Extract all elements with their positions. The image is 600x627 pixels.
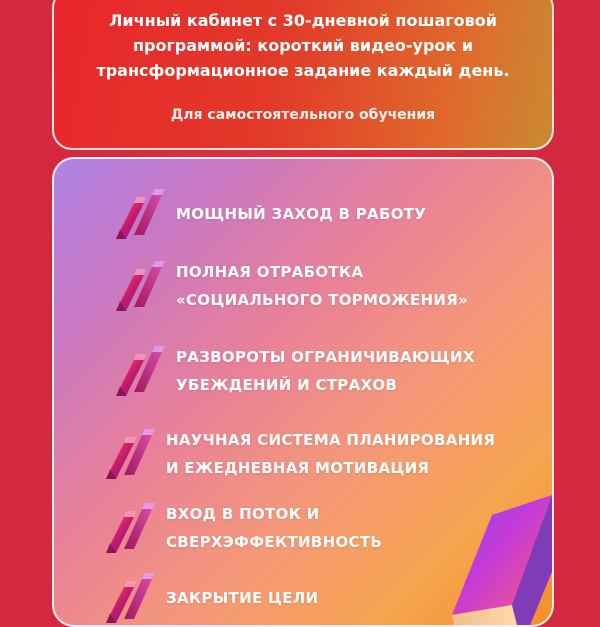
double-slash-icon	[112, 185, 170, 243]
self-study-note: Для самостоятельного обучения	[170, 107, 436, 123]
double-slash-icon	[102, 569, 160, 627]
feature-label: ПОЛНАЯ ОТРАБОТКА «СОЦИАЛЬНОГО ТОРМОЖЕНИЯ»	[176, 263, 469, 309]
feature-item-5	[102, 499, 382, 557]
feature-label: РАЗВОРОТЫ ОГРАНИЧИВАЮЩИХ УБЕЖДЕНИЙ И СТРАХОВ	[176, 348, 475, 394]
feature-item-2	[112, 257, 468, 315]
feature-label: МОЩНЫЙ ЗАХОД В РАБОТУ	[176, 205, 427, 223]
program-info-card	[52, 0, 554, 150]
feature-item-1	[112, 185, 426, 243]
double-slash-icon	[102, 499, 160, 557]
features-card	[52, 157, 554, 627]
feature-item-6	[102, 569, 318, 627]
double-slash-icon	[112, 257, 170, 315]
feature-label: ЗАКРЫТИЕ ЦЕЛИ	[166, 589, 319, 607]
decorative-3d-shape-icon	[442, 495, 554, 627]
feature-label: ВХОД В ПОТОК И СВЕРХЭФФЕКТИВНОСТЬ	[166, 505, 383, 551]
feature-item-3	[112, 342, 475, 400]
program-description: Личный кабинет с 30-дневной пошаговой программой: короткий видео-урок и трансформационное задание каждый день.	[96, 11, 510, 80]
double-slash-icon	[112, 342, 170, 400]
double-slash-icon	[102, 425, 160, 483]
feature-item-4	[102, 425, 495, 483]
feature-label: НАУЧНАЯ СИСТЕМА ПЛАНИРОВАНИЯ И ЕЖЕДНЕВНАЯ МОТИВАЦИЯ	[166, 431, 496, 477]
